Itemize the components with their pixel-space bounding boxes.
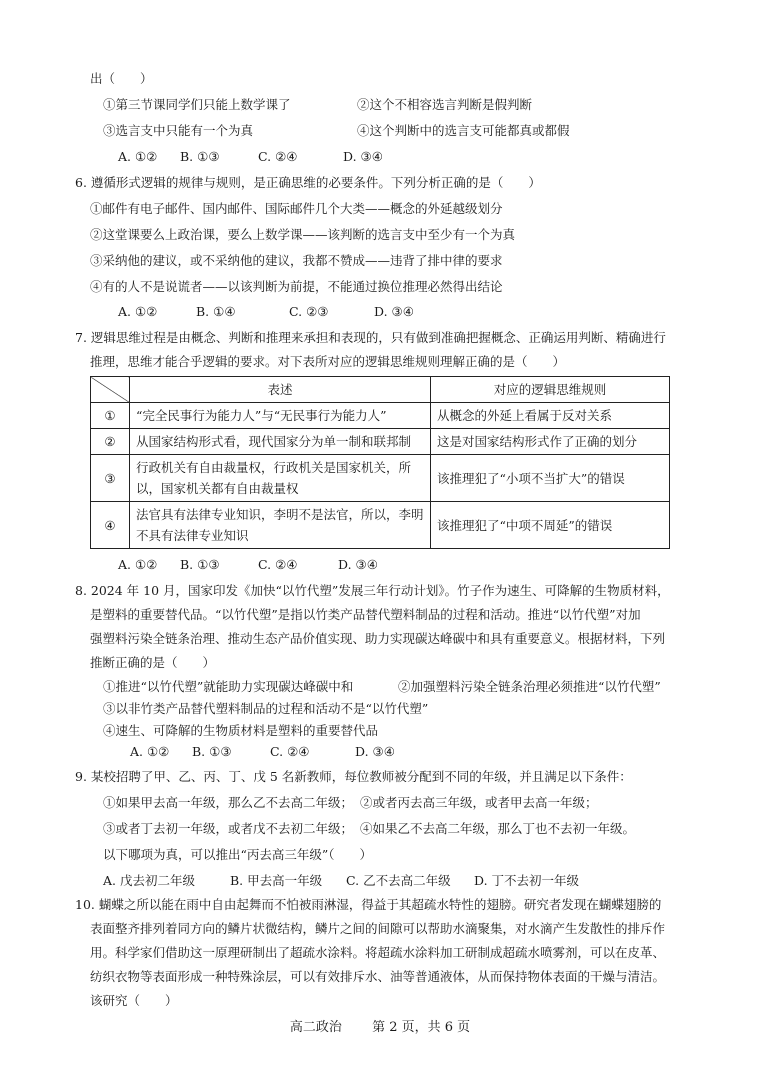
q6-option-4: ④有的人不是说谎者——以该判断为前提，不能通过换位推理必然得出结论 xyxy=(90,279,503,294)
q5-option-3: ③选言支中只能有一个为真 xyxy=(103,123,254,138)
q6-option-3: ③采纳他的建议，或不采纳他的建议，我都不赞成——违背了排中律的要求 xyxy=(90,253,503,268)
q10-line-3: 用。科学家们借助这一原理研制出了超疏水涂料。将超疏水涂料加工研制成超疏水喷雾剂，可以在皮革、 xyxy=(90,945,666,960)
footer-page-number: 第 2 页，共 6 页 xyxy=(372,1020,471,1035)
q6-stem: 6. 遵循形式逻辑的规律与规则，是正确思维的必要条件。下列分析正确的是（ ） xyxy=(75,175,541,190)
q10-line-5: 该研究（ ） xyxy=(90,993,178,1008)
q7-table-corner xyxy=(91,377,130,403)
row-statement: 法官具有法律专业知识，李明不是法官，所以，李明不具有法律专业知识 xyxy=(130,502,431,549)
q6-choice-b: B. ①④ xyxy=(196,304,236,319)
q9-choice-c: C. 乙不去高二年级 xyxy=(346,873,451,888)
q6-choice-c: C. ②③ xyxy=(289,304,329,319)
q7-choice-c: C. ②④ xyxy=(258,557,298,572)
q5-choice-c: C. ②④ xyxy=(258,149,298,164)
row-statement: 行政机关有自由裁量权，行政机关是国家机关，所以，国家机关都有自由裁量权 xyxy=(130,455,431,502)
table-row xyxy=(91,455,670,502)
q8-line-4: 推断正确的是（ ） xyxy=(90,655,216,670)
q8-option-2: ②加强塑料污染全链条治理必须推进“以竹代塑” xyxy=(398,679,661,694)
page-footer xyxy=(0,1016,760,1035)
row-number: ③ xyxy=(91,455,130,502)
footer-subject: 高二政治 xyxy=(289,1020,342,1035)
q8-line-1: 8. 2024 年 10 月，国家印发《加快“以竹代塑”发展三年行动计划》。竹子作为速生、可降解的生物质材料， xyxy=(75,583,670,598)
row-number: ② xyxy=(91,429,130,455)
q5-option-2: ②这个不相容选言判断是假判断 xyxy=(357,97,533,112)
q9-question: 以下哪项为真，可以推出“丙去高三年级”（ ） xyxy=(103,847,373,862)
q5-choice-a: A. ①② xyxy=(118,149,158,164)
q8-choice-c: C. ②④ xyxy=(270,744,310,759)
row-statement: 从国家结构形式看，现代国家分为单一制和联邦制 xyxy=(130,429,431,455)
q8-option-4: ④速生、可降解的生物质材料是塑料的重要替代品 xyxy=(103,723,379,738)
q8-choice-a: A. ①② xyxy=(130,744,170,759)
row-rule: 从概念的外延上看属于反对关系 xyxy=(431,403,670,429)
q8-option-3: ③以非竹类产品替代塑料制品的过程和活动不是“以竹代塑” xyxy=(103,701,429,716)
q5-stem-tail: 出（ ） xyxy=(90,71,153,86)
q7-stem-line-1: 7. 逻辑思维过程是由概念、判断和推理来承担和表现的，只有做到准确把握概念、正确运用判断、精确进行 xyxy=(75,330,666,345)
q5-option-4: ④这个判断中的选言支可能都真或都假 xyxy=(357,123,570,138)
q5-option-1: ①第三节课同学们只能上数学课了 xyxy=(103,97,291,112)
q9-condition-3: ③或者丁去初一年级，或者戊不去初二年级； xyxy=(103,821,354,836)
q8-choice-d: D. ③④ xyxy=(355,744,395,759)
row-statement: “完全民事行为能力人”与“无民事行为能力人” xyxy=(130,403,431,429)
q7-choice-d: D. ③④ xyxy=(338,557,378,572)
q7-table-header-rule: 对应的逻辑思维规则 xyxy=(431,377,670,403)
q10-line-4: 纺织衣物等表面形成一种特殊涂层，可以有效排斥水、油等普通液体，从而保持物体表面的干燥与清洁。 xyxy=(90,969,666,984)
q9-choice-a: A. 戊去初二年级 xyxy=(103,873,195,888)
q10-line-2: 表面整齐排列着同方向的鳞片状微结构，鳞片之间的间隙可以帮助水滴聚集，对水滴产生发散性的排斥作 xyxy=(90,921,666,936)
row-rule: 该推理犯了“小项不当扩大”的错误 xyxy=(431,455,670,502)
q7-choice-b: B. ①③ xyxy=(180,557,220,572)
q7-stem-line-2: 推理，思维才能合乎逻辑的要求。对下表所对应的逻辑思维规则理解正确的是（ ） xyxy=(90,354,566,369)
q10-line-1: 10. 蝴蝶之所以能在雨中自由起舞而不怕被雨淋湿，得益于其超疏水特性的翅膀。研究者发现在蝴蝶翅膀的 xyxy=(75,897,662,912)
q6-option-1: ①邮件有电子邮件、国内邮件、国际邮件几个大类——概念的外延越级划分 xyxy=(90,201,503,216)
q8-option-1: ①推进“以竹代塑”就能助力实现碳达峰碳中和 xyxy=(103,679,354,694)
row-number: ① xyxy=(91,403,130,429)
q7-choice-a: A. ①② xyxy=(118,557,158,572)
q5-choice-b: B. ①③ xyxy=(180,149,220,164)
q9-stem: 9. 某校招聘了甲、乙、丙、丁、戊 5 名新教师，每位教师被分配到不同的年级，并且满足以下条件： xyxy=(75,769,632,784)
q9-condition-4: ④如果乙不去高二年级，那么丁也不去初一年级。 xyxy=(360,821,636,836)
table-row xyxy=(91,429,670,455)
q6-choice-d: D. ③④ xyxy=(374,304,414,319)
q8-choice-b: B. ①③ xyxy=(192,744,232,759)
q7-table-header-statement: 表述 xyxy=(130,377,431,403)
q8-line-2: 是塑料的重要替代品。“以竹代塑”是指以竹类产品替代塑料制品的过程和活动。推进“以竹代塑”对加 xyxy=(90,607,641,622)
q6-option-2: ②这堂课要么上政治课，要么上数学课——该判断的选言支中至少有一个为真 xyxy=(90,227,516,242)
q8-line-3: 强塑料污染全链条治理、推动生态产品价值实现、助力实现碳达峰碳中和具有重要意义。根据材料，下列 xyxy=(90,631,666,646)
table-row xyxy=(91,403,670,429)
row-rule: 该推理犯了“中项不周延”的错误 xyxy=(431,502,670,549)
q9-condition-2: ②或者丙去高三年级，或者甲去高一年级； xyxy=(360,795,598,810)
q9-choice-d: D. 丁不去初一年级 xyxy=(474,873,580,888)
q7-table-header-row xyxy=(91,377,670,403)
row-number: ④ xyxy=(91,502,130,549)
q6-choice-a: A. ①② xyxy=(118,304,158,319)
q9-choice-b: B. 甲去高一年级 xyxy=(230,873,323,888)
table-row xyxy=(91,502,670,549)
q9-condition-1: ①如果甲去高一年级，那么乙不去高二年级； xyxy=(103,795,354,810)
q7-table xyxy=(90,376,670,549)
q5-choice-d: D. ③④ xyxy=(343,149,383,164)
row-rule: 这是对国家结构形式作了正确的划分 xyxy=(431,429,670,455)
